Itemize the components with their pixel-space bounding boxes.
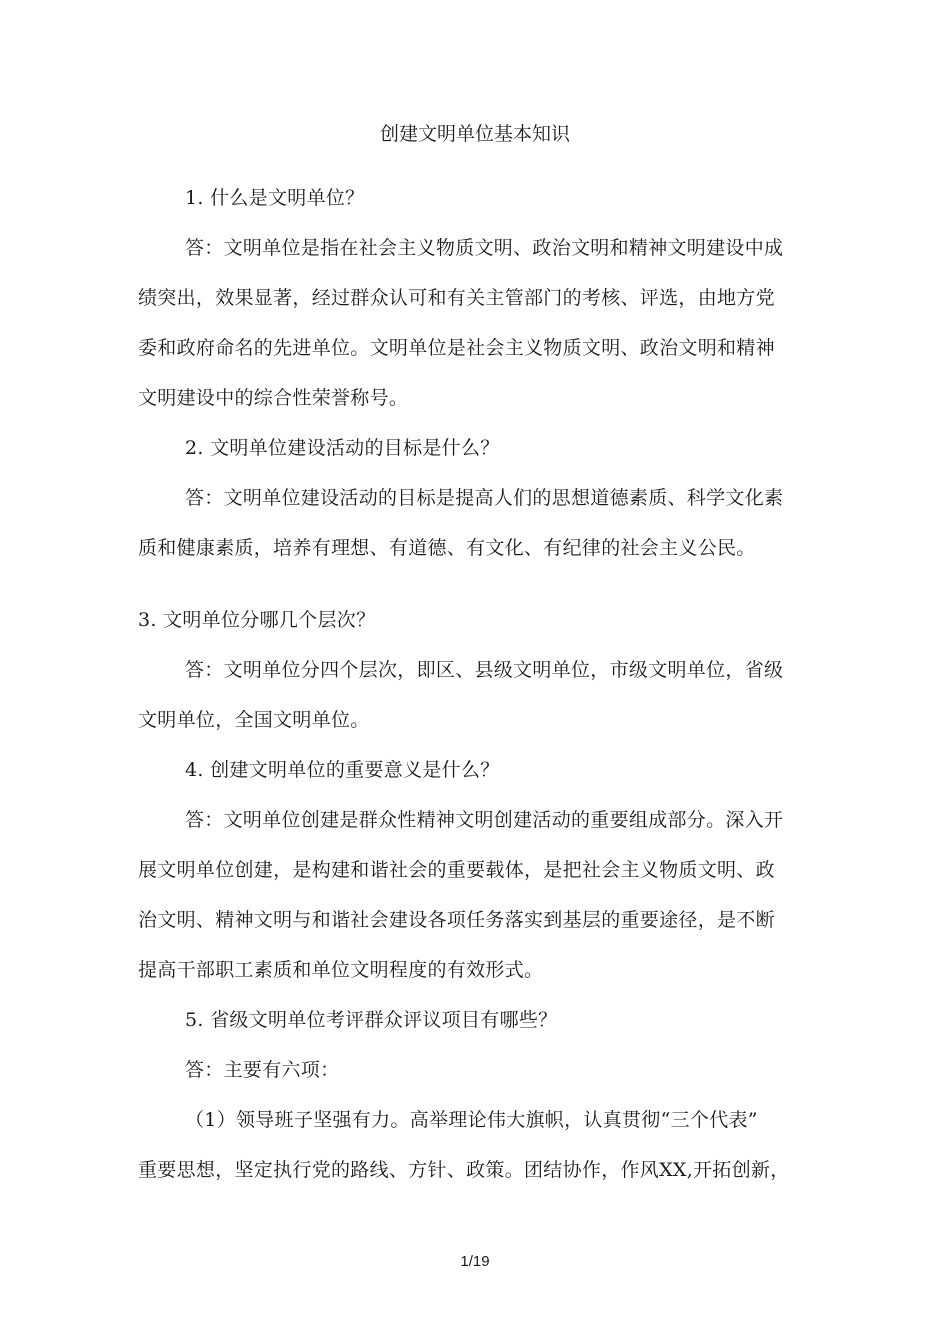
answer-4-line-3: 治文明、精神文明与和谐社会建设各项任务落实到基层的重要途径，是不断 (138, 909, 775, 931)
answer-4-line-1: 答：文明单位创建是群众性精神文明创建活动的重要组成部分。深入开 (185, 809, 784, 831)
answer-3-line-1: 答：文明单位分四个层次，即区、县级文明单位，市级文明单位，省级 (185, 659, 784, 681)
answer-1-line-3: 委和政府命名的先进单位。文明单位是社会主义物质文明、政治文明和精神 (138, 337, 775, 359)
question-2: 2. 文明单位建设活动的目标是什么？ (185, 437, 500, 459)
answer-4-line-2: 展文明单位创建，是构建和谐社会的重要载体，是把社会主义物质文明、政 (138, 859, 775, 881)
answer-2-line-1: 答：文明单位建设活动的目标是提高人们的思想道德素质、科学文化素 (185, 487, 784, 509)
document-title: 创建文明单位基本知识 (379, 123, 570, 145)
question-1: 1. 什么是文明单位？ (185, 187, 365, 209)
answer-4-line-4: 提高干部职工素质和单位文明程度的有效形式。 (138, 959, 544, 981)
answer-5-line-1: 答：主要有六项： (185, 1059, 340, 1081)
answer-3-line-2: 文明单位，全国文明单位。 (138, 709, 370, 731)
question-3: 3. 文明单位分哪几个层次？ (138, 609, 376, 631)
answer-5-item-1-line-2: 重要思想，坚定执行党的路线、方针、政策。团结协作，作风XX,开拓创新， (138, 1159, 790, 1181)
question-4: 4. 创建文明单位的重要意义是什么？ (185, 759, 500, 781)
question-5: 5. 省级文明单位考评群众评议项目有哪些？ (185, 1009, 558, 1031)
answer-1-line-2: 绩突出，效果显著，经过群众认可和有关主管部门的考核、评选，由地方党 (138, 287, 775, 309)
answer-5-item-1-line-1: （1）领导班子坚强有力。高举理论伟大旗帜，认真贯彻“三个代表” (185, 1109, 758, 1131)
answer-1-line-1: 答：文明单位是指在社会主义物质文明、政治文明和精神文明建设中成 (185, 237, 784, 259)
answer-2-line-2: 质和健康素质，培养有理想、有道德、有文化、有纪律的社会主义公民。 (138, 537, 756, 559)
answer-1-line-4: 文明建设中的综合性荣誉称号。 (138, 387, 409, 409)
page-number: 1/19 (460, 1253, 490, 1270)
